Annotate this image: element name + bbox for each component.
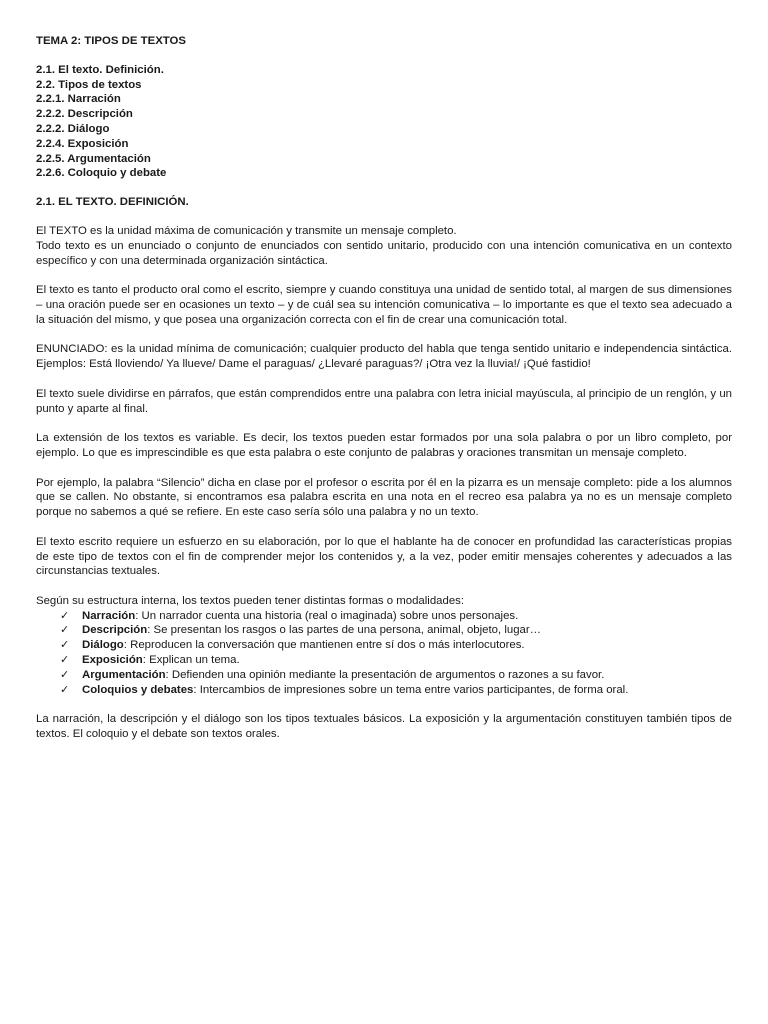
check-icon: ✓ xyxy=(60,638,70,652)
check-icon: ✓ xyxy=(60,653,70,667)
paragraph-parrafos: El texto suele dividirse en párrafos, que están comprendidos entre una palabra con letra inicial mayúscula, al principio de un renglón, y un punto y aparte al final. xyxy=(36,387,732,415)
toc-item: 2.2.5. Argumentación xyxy=(36,152,151,165)
modality-term: Descripción xyxy=(82,624,148,637)
list-item xyxy=(60,667,732,683)
paragraph-example-silencio: Por ejemplo, la palabra “Silencio” dicha en clase por el profesor o escrita por él en la pizarra es un mensaje completo: pide a los alumnos que se callen. No obstante, si encontramos esa palabra escrita en una nota en el recreo esa palabra ya no es un mensaje completo porque no sabemos a qué se refiere. En este caso sería sólo una palabra y no un texto. xyxy=(36,476,732,519)
paragraph-enunciado: ENUNCIADO: es la unidad mínima de comunicación; cualquier producto del habla que tenga sentido unitario e independencia sintáctica. Ejemplos: Está lloviendo/ Ya llueve/ Dame el paraguas/ ¿Llevaré paraguas?/ ¡Otra vez la lluvia!/ ¡Qué fastidio! xyxy=(36,343,732,371)
list-item xyxy=(60,682,732,698)
paragraph-oral-written: El texto es tanto el producto oral como el escrito, siempre y cuando constituya una unidad de sentido total, al margen de sus dimensiones – una oración puede ser en ocasiones un texto – y de cuál sea su intención comunicativa – lo importante es que el texto sea adecuado a la situación del mismo, y que posea una organización correcta con el fin de crear una comunicación total. xyxy=(36,284,732,326)
modality-description: : Explican un tema. xyxy=(142,654,240,667)
toc-item: 2.2.6. Coloquio y debate xyxy=(36,167,167,180)
list-item xyxy=(60,608,732,624)
toc-item: 2.2.2. Diálogo xyxy=(36,122,110,135)
paragraph-definition-1: El TEXTO es la unidad máxima de comunicación y transmite un mensaje completo. xyxy=(36,224,457,237)
toc-item: 2.2.2. Descripción xyxy=(36,108,133,121)
modality-term: Argumentación xyxy=(82,668,166,681)
paragraph-modalities-intro: Según su estructura interna, los textos pueden tener distintas formas o modalidades: xyxy=(36,594,465,607)
modality-description: : Defienden una opinión mediante la presentación de argumentos o razones a su favor. xyxy=(165,668,605,681)
paragraph-extension: La extensión de los textos es variable. Es decir, los textos pueden estar formados por una sola palabra o por un libro completo, por ejemplo. Lo que es imprescindible es que esta palabra o este conjunto de palabras y oraciones transmitan un mensaje completo. xyxy=(36,432,732,459)
modalities-list xyxy=(36,609,732,698)
modality-term: Narración xyxy=(82,609,136,622)
toc-item: 2.2.1. Narración xyxy=(36,93,121,106)
modality-description: : Reproducen la conversación que mantienen entre sí dos o más interlocutores. xyxy=(123,639,525,652)
paragraph-definition-2: Todo texto es un enunciado o conjunto de enunciados con sentido unitario, producido con una intención comunicativa en un contexto específico y con una determinada organización sintáctica. xyxy=(36,239,732,267)
check-icon: ✓ xyxy=(60,623,70,637)
modality-term: Exposición xyxy=(82,654,143,667)
toc-item: 2.1. El texto. Definición. xyxy=(36,63,164,76)
paragraph-conclusion: La narración, la descripción y el diálogo son los tipos textuales básicos. La exposición y la argumentación constituyen también tipos de textos. El coloquio y el debate son textos orales. xyxy=(36,713,732,741)
check-icon: ✓ xyxy=(60,608,70,622)
modality-description: : Un narrador cuenta una historia (real o imaginada) sobre unos personajes. xyxy=(135,609,519,622)
list-item xyxy=(60,653,732,668)
modality-term: Coloquios y debates xyxy=(82,683,194,696)
list-item xyxy=(60,623,732,638)
modality-description: : Intercambios de impresiones sobre un tema entre varios participantes, de forma oral. xyxy=(193,683,629,696)
check-icon: ✓ xyxy=(60,667,70,681)
modality-term: Diálogo xyxy=(82,639,124,652)
modality-description: : Se presentan los rasgos o las partes de una persona, animal, objeto, lugar… xyxy=(147,624,542,637)
table-of-contents xyxy=(36,63,732,181)
document-title: TEMA 2: TIPOS DE TEXTOS xyxy=(36,35,186,47)
list-item xyxy=(60,638,732,653)
toc-item: 2.2.4. Exposición xyxy=(36,137,129,150)
toc-item: 2.2. Tipos de textos xyxy=(36,78,142,91)
section-heading: 2.1. EL TEXTO. DEFINICIÓN. xyxy=(36,196,189,209)
check-icon: ✓ xyxy=(60,682,70,696)
paragraph-written-text: El texto escrito requiere un esfuerzo en su elaboración, por lo que el hablante ha de conocer en profundidad las características propias de este tipo de textos con el fin de comprender mejor los contenidos y, a la vez, poder emitir mensajes coherentes y adecuados a las circunstancias textuales. xyxy=(36,535,732,578)
